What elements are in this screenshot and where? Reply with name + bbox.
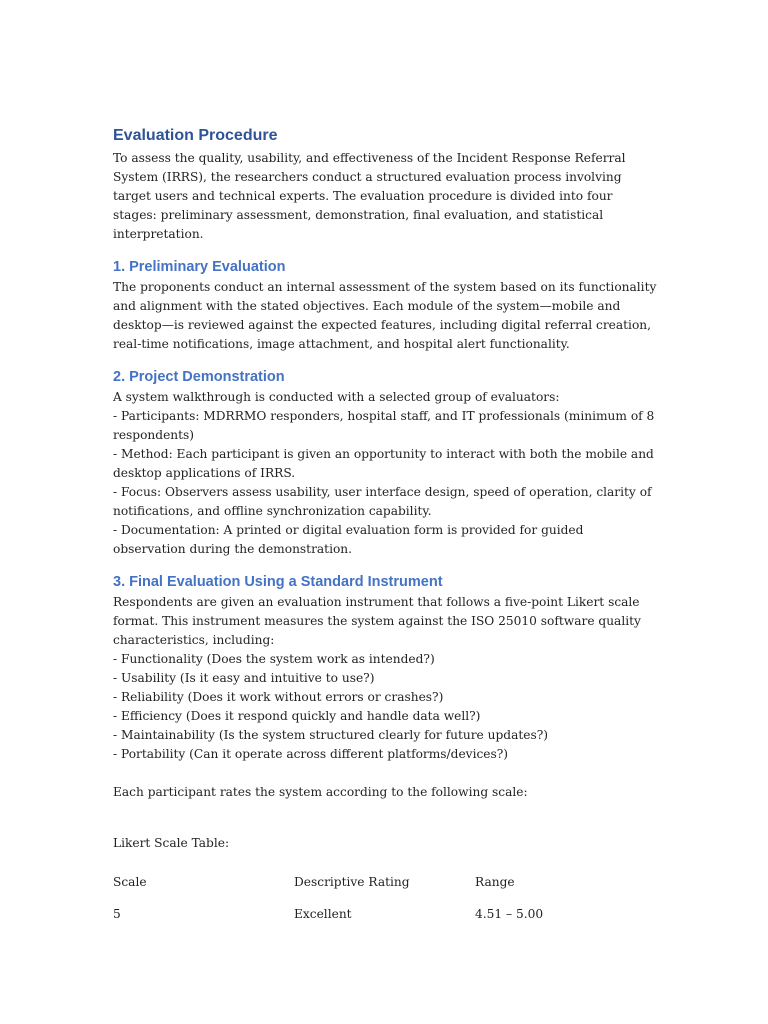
rating-instruction: Each participant rates the system according to the following scale: (113, 785, 528, 799)
table-row (113, 898, 595, 930)
list-item: - Reliability (Does it work without errors or crashes?) (113, 690, 444, 704)
list-item: - Method: Each participant is given an opportunity to interact with both the mobile and desktop applications of IRRS. (113, 447, 654, 480)
likert-scale-table (113, 866, 595, 930)
quality-characteristics-list (113, 650, 658, 764)
list-item: - Documentation: A printed or digital evaluation form is provided for guided observation during the demonstration. (113, 523, 584, 556)
list-item: - Functionality (Does the system work as intended?) (113, 652, 435, 666)
final-evaluation-lead: Respondents are given an evaluation instrument that follows a five-point Likert scale format. This instrument measures the system against the ISO 25010 software quality characteristics, including: (113, 595, 641, 647)
demonstration-block (113, 388, 658, 559)
column-header-descriptive-rating: Descriptive Rating (294, 874, 410, 889)
list-item: - Maintainability (Is the system structured clearly for future updates?) (113, 728, 549, 742)
section-text-preliminary: The proponents conduct an internal assessment of the system based on its functionality and alignment with the stated objectives. Each module of the system—mobile and desktop—is reviewed against the expected features, including digital referral creation, real-time notifications, image attachment, and hospital alert functionality. (113, 280, 657, 351)
column-header-scale: Scale (113, 874, 147, 889)
final-evaluation-block (113, 593, 658, 802)
demonstration-lead: A system walkthrough is conducted with a selected group of evaluators: (113, 390, 560, 404)
section-heading-preliminary: 1. Preliminary Evaluation (113, 259, 286, 275)
section-heading-final-evaluation: 3. Final Evaluation Using a Standard Instrument (113, 574, 443, 590)
likert-table-label: Likert Scale Table: (113, 836, 230, 850)
table-header-row (113, 866, 595, 898)
list-item: - Focus: Observers assess usability, user interface design, speed of operation, clarity of notifications, and offline synchronization capability. (113, 485, 652, 518)
table-cell-scale: 5 (113, 906, 121, 921)
list-item: - Usability (Is it easy and intuitive to use?) (113, 671, 375, 685)
list-item: - Efficiency (Does it respond quickly and handle data well?) (113, 709, 481, 723)
table-cell-range: 4.51 – 5.00 (475, 906, 544, 921)
list-item: - Participants: MDRRMO responders, hospital staff, and IT professionals (minimum of 8 respondents) (113, 409, 655, 442)
document-body (113, 126, 658, 930)
page-title: Evaluation Procedure (113, 127, 278, 144)
intro-paragraph: To assess the quality, usability, and effectiveness of the Incident Response Referral System (IRRS), the researchers conduct a structured evaluation process involving target users and technical experts. The evaluation procedure is divided into four stages: preliminary assessment, demonstration, final evaluation, and statistical interpretation. (113, 151, 626, 241)
column-header-range: Range (475, 874, 515, 889)
list-item: - Portability (Can it operate across different platforms/devices?) (113, 747, 509, 761)
section-heading-demonstration: 2. Project Demonstration (113, 369, 285, 385)
table-cell-rating: Excellent (294, 906, 352, 921)
